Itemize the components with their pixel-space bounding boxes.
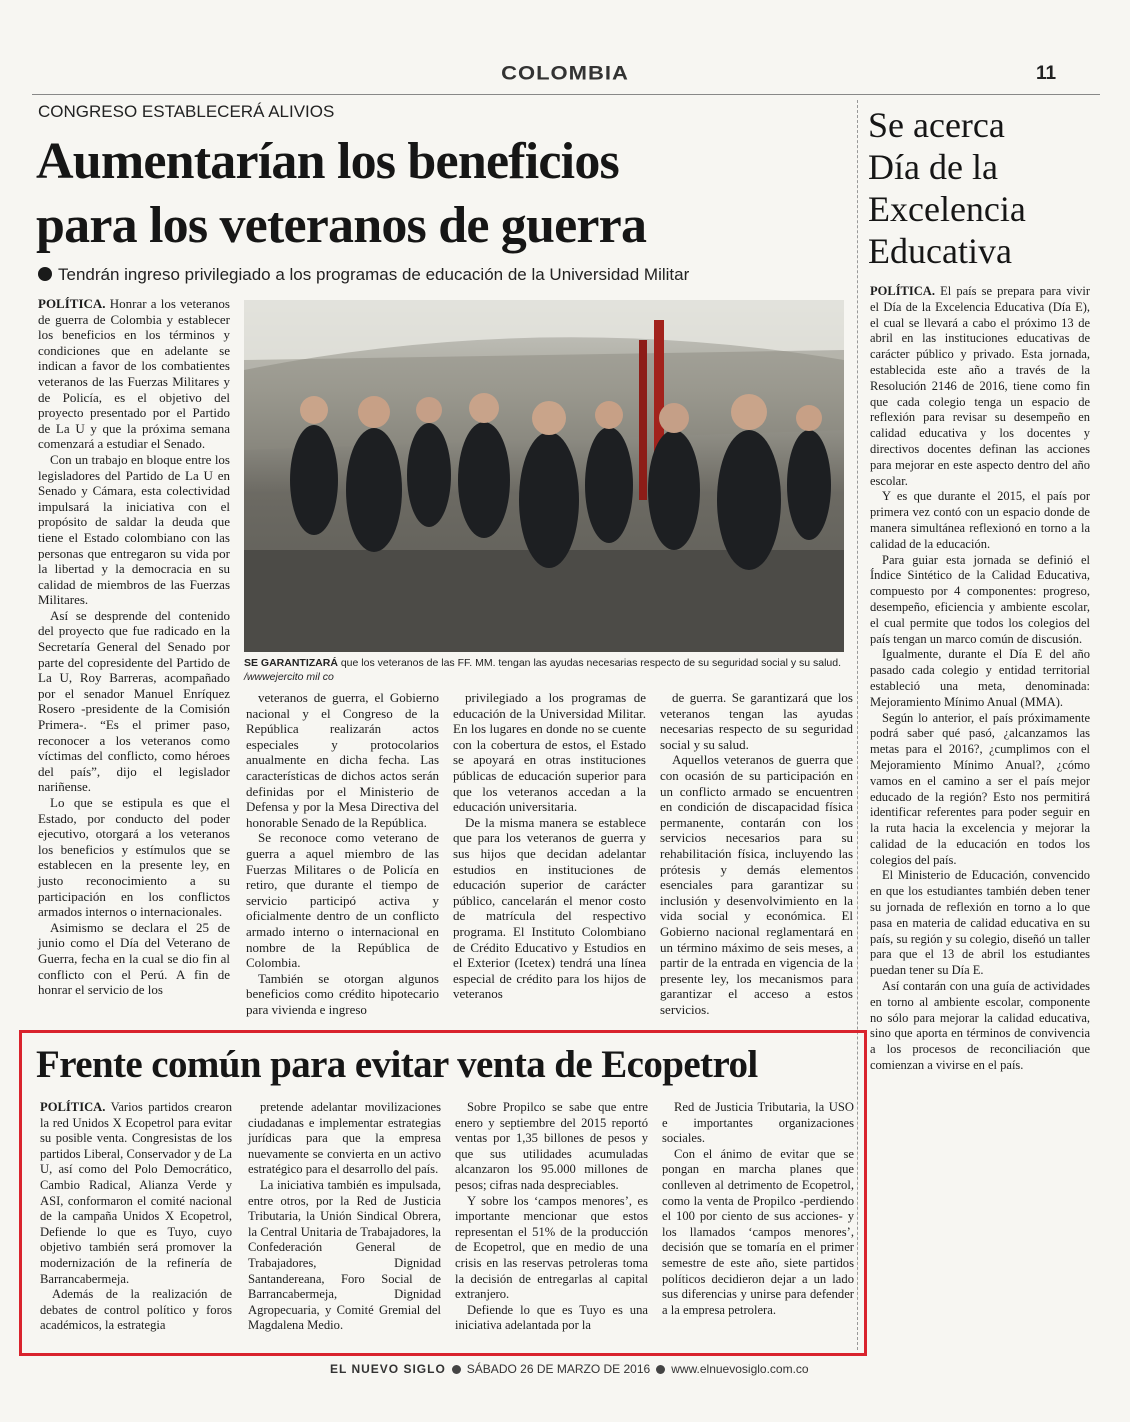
paragraph: Red de Justicia Tributaria, la USO e importantes organizaciones sociales. xyxy=(662,1100,854,1146)
paragraph-lead: POLÍTICA. xyxy=(870,284,935,298)
article-kicker: CONGRESO ESTABLECERÁ ALIVIOS xyxy=(38,102,335,121)
main-article-column-3 xyxy=(453,690,646,1002)
footer-dot-icon xyxy=(656,1365,665,1374)
paragraph: Para guiar esta jornada se definió el Índice Sintético de la Calidad Educativa, compuesto por 4 componentes: progreso, desempeño, eficiencia y ambiente escolar, el cual permite que todos los colegios del país tengan un marco común de discusión. xyxy=(870,552,1090,646)
paragraph: POLÍTICA. El país se prepara para vivir el Día de la Excelencia Educativa (Día E), el cual se llevará a cabo el próximo 13 de abril en las instituciones educativas de carácter público y privado. Esta jornada, establecida este año a través de la Resolución 2146 de 2016, tiene como fin que cada colegio tenga un espacio de reflexión para revisar su desempeño en calidad educativa y los docentes y directivos docentes definan las acciones para mejorar en este aspecto dentro del año escolar. xyxy=(870,284,1090,488)
box-article-column-2 xyxy=(248,1100,441,1334)
paragraph: Se reconoce como veterano de guerra a aquel miembro de las Fuerzas Militares o de Policía en retiro, que durante el tiempo de servicio participó activa y oficialmente dentro de un conflicto armado interno o internacional en nombre de la República de Colombia. xyxy=(246,830,439,971)
paragraph: Aquellos veteranos de guerra que con ocasión de su participación en un conflicto armado se encuentren en condición de discapacidad física permanente, contarán con los servicios necesarios para su rehabilitación física, incluyendo las prótesis y demás elementos esenciales para garantizar su inclusión y desenvolvimiento en la vida social y económica. El Gobierno nacional reglamentará en un término máximo de seis meses, a partir de la entrada en vigencia de la presente ley, los mecanismos para garantizar el acceso a estos servicios. xyxy=(660,752,853,1017)
box-article-headline: Frente común para evitar venta de Ecopetrol xyxy=(36,1043,758,1086)
subhead-text: Tendrán ingreso privilegiado a los programas de educación de la Universidad Militar xyxy=(58,265,690,284)
headline-line-2: para los veteranos de guerra xyxy=(36,197,647,254)
veterans-march-photo xyxy=(244,300,844,652)
side-headline-line-4: Educativa xyxy=(868,231,1012,271)
article-headline xyxy=(36,130,836,258)
paragraph: Con el ánimo de evitar que se pongan en marcha planes que conlleven al detrimento de Ecopetrol, como la venta de Propilco -perdiendo el 100 por ciento de sus acciones- y los llamados ‘campos menores’, decisión que se tomaría en el primer semestre de este año, siete partidos políticos decidieron dejar a un lado sus diferencias y unirse para defender a la empresa petrolera. xyxy=(662,1146,854,1317)
headline-line-1: Aumentarían los beneficios xyxy=(36,133,619,190)
footer-date: SÁBADO 26 DE MARZO DE 2016 xyxy=(466,1362,651,1376)
paragraph: Así contarán con una guía de actividades en torno al ambiente escolar, componente no sólo para mejorar la calidad educativa, sino que aporta en términos de convivencia a los procesos de reconciliación que comienzan a vivirse en el país. xyxy=(870,979,1090,1073)
side-headline-line-3: Excelencia xyxy=(868,189,1026,229)
paragraph: POLÍTICA. Honrar a los veteranos de guerra de Colombia y establecer los beneficios en los términos y condiciones que en adelante se indican a favor de los combatientes veteranos de las Fuerzas Militares y de Policía, es el objetivo del proyecto presentado por el Partido de La U y que la próxima semana comenzará a estudiar el Senado. xyxy=(38,296,230,452)
page-number: 11 xyxy=(1036,63,1057,84)
paragraph: Lo que se estipula es que el Estado, por conducto del poder ejecutivo, otorgará a los veteranos los beneficios y estímulos que se establecen en la presente ley, en justo reconocimiento a su participación en los conflictos armados internos o internacionales. xyxy=(38,795,230,920)
side-article-body xyxy=(870,284,1090,1074)
paragraph-lead: POLÍTICA. xyxy=(38,296,106,311)
caption-credit: /wwwejercito mil co xyxy=(244,671,334,683)
paragraph: Además de la realización de debates de control político y foros académicos, la estrategia xyxy=(40,1287,232,1333)
paragraph: Con un trabajo en bloque entre los legisladores del Partido de La U en Senado y Cámara, esta colectividad impulsará la iniciativa con el propósito de saldar la deuda que tiene el Estado colombiano con las personas que entregaron su vida por la libertad y la democracia en su calidad de miembros de las Fuerzas Militares. xyxy=(38,451,230,608)
box-article-column-1 xyxy=(40,1100,232,1334)
page-footer xyxy=(330,1362,809,1376)
paragraph-lead: POLÍTICA. xyxy=(40,1100,106,1114)
main-article-column-4 xyxy=(660,690,853,1017)
top-rule xyxy=(32,94,1100,95)
paragraph: La iniciativa también es impulsada, entre otros, por la Red de Justicia Tributaria, la Unión Sindical Obrera, la Central Unitaria de Trabajadores, la Confederación General de Trabajadores, Dignidad Santandereana, Foro Social de Barrancabermeja, Dignidad Agropecuaria, y Comité Gremial del Magdalena Medio. xyxy=(248,1177,441,1333)
paragraph: veteranos de guerra, el Gobierno nacional y el Congreso de la República realizarán actos especiales y protocolarios anualmente en dicha fecha. Las características de dichos actos serán definidas por el Ministerio de Defensa y por la Mesa Directiva del honorable Senado de la República. xyxy=(246,690,439,830)
paragraph: de guerra. Se garantizará que los veteranos tengan las ayudas necesarias respecto de su seguridad social y su salud. xyxy=(660,690,853,752)
paragraph: POLÍTICA. Varios partidos crearon la red Unidos X Ecopetrol para evitar su posible venta. Congresistas de los partidos Liberal, Conservador y de La U, así como del Polo Democrático, Cambio Radical, Alianza Verde y ASI, conformaron el comité nacional de la campaña Unidos X Ecopetrol, Defiende lo que es Tuyo, cuyo objetivo también será promover la modernización de la refinería de Barrancabermeja. xyxy=(40,1100,232,1286)
paragraph: Y sobre los ‘campos menores’, es importante mencionar que estos representan el 51% de la producción de Ecopetrol, que en medio de una crisis en las reservas petroleras toma la decisión de entregarlas al capital extranjero. xyxy=(455,1193,648,1302)
paragraph: De la misma manera se establece que para los veteranos de guerra y sus hijos que decidan adelantar estudios en instituciones de educación superior de carácter público, cancelarán el menor costo de matrícula del respectivo programa. El Instituto Colombiano de Crédito Educativo y Estudios en el Exterior (Icetex) tendrá una línea especial de crédito para los hijos de veteranos xyxy=(453,814,646,1002)
main-article-column-2 xyxy=(246,690,439,1017)
side-headline-line-1: Se acerca xyxy=(868,105,1005,145)
main-article-column-1 xyxy=(38,296,230,998)
footer-url[interactable]: www.elnuevosiglo.com.co xyxy=(671,1362,809,1376)
side-headline-line-2: Día de la xyxy=(868,147,998,187)
paragraph: Igualmente, durante el Día E del año pasado cada colegio y entidad territorial estableció una meta, denominada: Mejoramiento Mínimo Anual (MMA). xyxy=(870,647,1090,709)
article-subhead xyxy=(38,265,838,285)
caption-lead: SE GARANTIZARÁ xyxy=(244,657,338,669)
paragraph: privilegiado a los programas de educación de la Universidad Militar. En los lugares en donde no se cuente con la cobertura de estos, el Estado se apoyará en otras instituciones públicas de educación superior para que los veteranos accedan a la educación universitaria. xyxy=(453,690,646,815)
side-article-headline xyxy=(868,104,1108,272)
footer-brand: EL NUEVO SIGLO xyxy=(330,1362,446,1376)
section-name: COLOMBIA xyxy=(501,61,629,84)
paragraph: También se otorgan algunos beneficios como crédito hipotecario para vivienda e ingreso xyxy=(246,970,439,1017)
paragraph: Según lo anterior, el país próximamente podrá saber qué pasó, ¿alcanzamos las metas para el 2016?, ¿cumplimos con el Mejoramiento Mínimo Anual?, ¿cómo vamos en el camino a ser el país mejor educado de la región? Esto nos permitirá identificar referentes para poder seguir en la ruta hacia la excelencia y mejorar la calidad de la educación en todos los colegios del país. xyxy=(870,710,1090,867)
box-article-column-4 xyxy=(662,1100,854,1318)
paragraph: pretende adelantar movilizaciones ciudadanas e implementar estrategias jurídicas para que la empresa nuevamente se convierta en un activo estratégico para el desarrollo del país. xyxy=(248,1100,441,1177)
paragraph: Y es que durante el 2015, el país por primera vez contó con un espacio donde de manera simultánea reflexionó en torno a la calidad de la educación. xyxy=(870,489,1090,551)
caption-text: que los veteranos de las FF. MM. tengan las ayudas necesarias respecto de su seguridad social y su salud. xyxy=(337,657,842,669)
footer-dot-icon xyxy=(452,1365,461,1374)
veterans-march-illustration xyxy=(244,300,844,652)
photo-caption xyxy=(244,656,844,684)
paragraph: Defiende lo que es Tuyo es una iniciativa adelantada por la xyxy=(455,1302,648,1333)
bullet-icon xyxy=(38,267,52,281)
paragraph: El Ministerio de Educación, convencido en que los estudiantes también deben tener su jornada de reflexión en torno a lo que pasa en materia de calidad educativa en su país, su región y su colegio, diseñó un taller para que el 13 de abril los estudiantes puedan tener su Día E. xyxy=(870,868,1090,978)
box-article-column-3 xyxy=(455,1100,648,1334)
paragraph: Asimismo se declara el 25 de junio como el Día del Veterano de Guerra, fecha en la cual se dio fin al conflicto con el Perú. A fin de honrar el servicio de los xyxy=(38,919,230,998)
paragraph: Así se desprende del contenido del proyecto que fue radicado en la Secretaría General del Senado por parte del copresidente del Partido de La U, Roy Barreras, acompañado por el senador Manuel Enríquez Rosero -presidente de la Comisión Primera-. “Es el primer paso, reconocer a los veteranos como víctimas del conflicto, como héroes del país”, dijo el legislador nariñense. xyxy=(38,607,230,795)
paragraph: Sobre Propilco se sabe que entre enero y septiembre del 2015 reportó ventas por 1,35 billones de pesos y que sus utilidades acumuladas alcanzaron los 95.000 millones de pesos; cifras nada despreciables. xyxy=(455,1100,648,1192)
